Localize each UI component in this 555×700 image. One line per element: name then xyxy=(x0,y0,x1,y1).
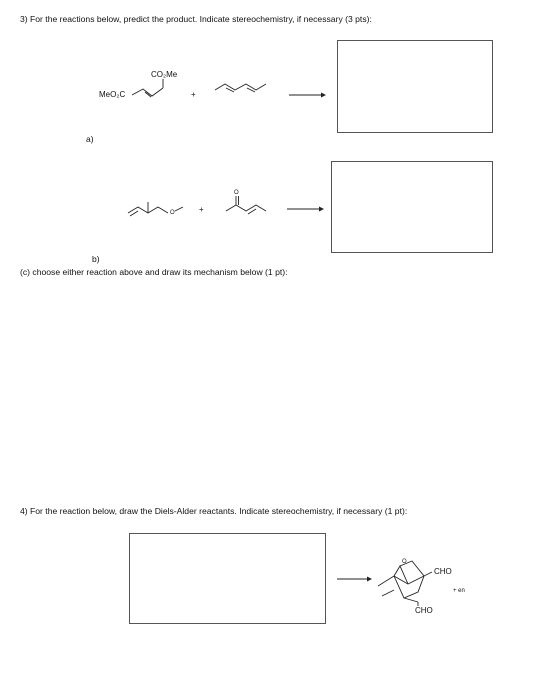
substituent-cho-bottom: CHO xyxy=(415,606,433,615)
reaction-arrow-4-head xyxy=(367,577,372,582)
part-a-label: a) xyxy=(86,134,94,144)
enone-carbonyl-oxygen: O xyxy=(234,190,239,196)
substituent-cho-right: CHO xyxy=(434,567,452,576)
question-3-header: 3) For the reactions below, predict the product. Indicate stereochemistry, if necessary (3 pts): xyxy=(20,14,372,24)
part-c-text: (c) choose either reaction above and draw its mechanism below (1 pt): xyxy=(20,267,288,277)
part-b-label: b) xyxy=(92,254,100,264)
substituent-meo2c: MeO₂C xyxy=(99,90,126,99)
plus-sign-b: + xyxy=(199,205,204,214)
bicycle-lower-bond xyxy=(404,598,418,602)
product-note: + en xyxy=(453,588,465,594)
plus-sign-a: + xyxy=(191,90,196,99)
bicycle-left-bond xyxy=(382,590,394,596)
cho-bond-right xyxy=(424,572,432,576)
question-4-header: 4) For the reaction below, draw the Diels-Alder reactants. Indicate stereochemistry, if necessary (1 pt): xyxy=(20,506,408,516)
enol-ether-oxygen: O xyxy=(170,210,175,216)
substituent-co2me: CO₂Me xyxy=(151,70,178,79)
bicycle-front-bonds xyxy=(378,576,424,586)
bridge-oxygen: O xyxy=(402,559,407,565)
bicycle-ring xyxy=(394,561,424,598)
